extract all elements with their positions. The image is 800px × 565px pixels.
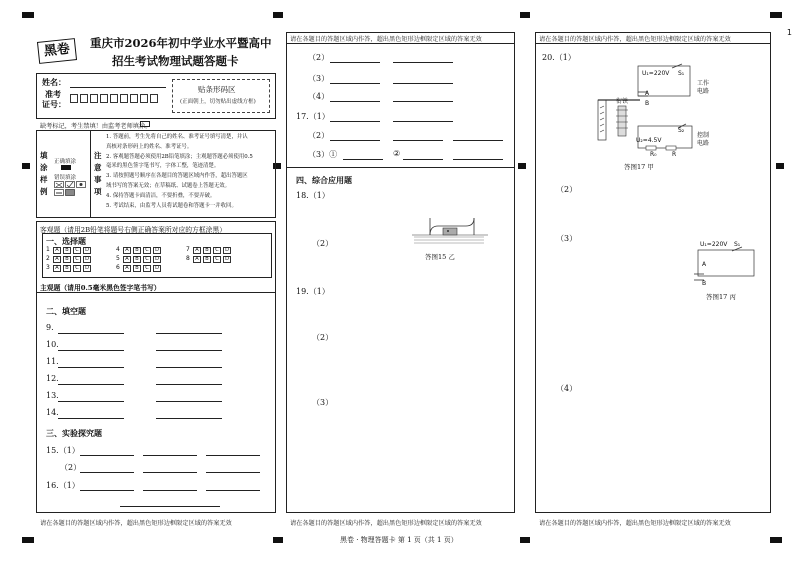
- fig17a-work: 工作 电路: [697, 80, 710, 95]
- q16-label: 16.（1）: [46, 481, 80, 490]
- fill-answer-line[interactable]: [156, 418, 222, 419]
- mc-option-box[interactable]: A: [53, 256, 61, 263]
- q16-4-answer-b[interactable]: [393, 101, 453, 102]
- section-experiment-title: 三、实验探究题: [46, 428, 102, 438]
- q15-1-answer-a[interactable]: [80, 455, 134, 456]
- mc-question-number: 4: [116, 246, 120, 253]
- q16-4-label: （4）: [308, 92, 330, 101]
- switch-circuit-icon: [690, 244, 760, 288]
- fig17a-a: A: [645, 90, 650, 97]
- fill-answer-line[interactable]: [156, 350, 222, 351]
- mc-question-number: 1: [46, 246, 50, 253]
- mc-option-box[interactable]: A: [123, 247, 131, 254]
- middle-section-rule: [286, 167, 515, 168]
- q16-1-answer-c[interactable]: [206, 490, 260, 491]
- fill-answer-line[interactable]: [58, 333, 124, 334]
- q19-2-label: （2）: [312, 333, 334, 342]
- fig17a-r0: R₀: [650, 151, 657, 158]
- page-footer: 黑卷 · 物理答题卡 第 1 页（共 1 页）: [340, 536, 458, 544]
- fill-question-number: 13.: [46, 391, 59, 400]
- exam-id-cell[interactable]: [130, 94, 138, 103]
- q16-extra-answer[interactable]: [120, 506, 220, 507]
- fill-answer-line[interactable]: [156, 367, 222, 368]
- mc-option-box[interactable]: B: [133, 256, 141, 263]
- mc-option-box[interactable]: D: [223, 256, 231, 263]
- q16-2-answer-a[interactable]: [330, 62, 380, 63]
- q17-3-answer-c[interactable]: [453, 159, 503, 160]
- section-fill-title: 二、填空题: [46, 306, 86, 316]
- exam-id-cell[interactable]: [140, 94, 148, 103]
- q15-2-answer-a[interactable]: [80, 472, 134, 473]
- timing-mark: [520, 537, 530, 543]
- absent-mark-box[interactable]: [140, 121, 150, 127]
- mc-option-box[interactable]: C: [143, 256, 151, 263]
- fill-answer-line[interactable]: [156, 384, 222, 385]
- name-label: 姓名：: [42, 77, 66, 87]
- q16-3-label: （3）: [308, 74, 330, 83]
- fig17a-ctrl: 控制 电路: [697, 132, 710, 147]
- timing-mark: [273, 537, 283, 543]
- page-title: 重庆市2026年初中学业水平暨高中: [90, 36, 272, 50]
- mc-option-box[interactable]: A: [193, 247, 201, 254]
- id-label: 准考 证号：: [42, 89, 66, 109]
- q17-1-answer-b[interactable]: [393, 121, 453, 122]
- mc-question-number: 8: [186, 255, 190, 262]
- fig17a-iron: 衔铁: [616, 98, 629, 105]
- exam-id-cell[interactable]: [120, 94, 128, 103]
- warning-middle-top: 请在各题目的答题区域内作答，超出黑色矩形边框限定区域的答案无效: [290, 36, 482, 43]
- warning-left: 请在各题目的答题区域内作答，超出黑色矩形边框限定区域的答案无效: [40, 520, 232, 527]
- fig17c-u1: U₁=220V: [700, 241, 728, 248]
- fill-answer-line[interactable]: [58, 367, 124, 368]
- q20-label: 20.（1）: [542, 53, 576, 62]
- objective-header: 客观题（请用2B铅笔将题号右侧正确答案所对应的方框涂黑）: [40, 226, 227, 234]
- q16-2-label: （2）: [308, 53, 330, 62]
- mc-option-box[interactable]: C: [73, 256, 81, 263]
- fill-wrong-label: 错误填涂: [54, 175, 77, 181]
- timing-mark: [776, 163, 784, 169]
- barcode-sub: (正面朝上，切勿贴出虚线方框): [180, 99, 256, 105]
- q17-3-label: （3）①: [308, 150, 338, 159]
- fill-correct-label: 正确填涂: [54, 159, 77, 165]
- q20-4-label: （4）: [556, 384, 578, 393]
- mc-option-box[interactable]: C: [213, 247, 221, 254]
- exam-id-cell[interactable]: [90, 94, 98, 103]
- notice-divider: [90, 130, 91, 218]
- q17-2-answer-a[interactable]: [330, 140, 380, 141]
- fill-answer-line[interactable]: [156, 401, 222, 402]
- fig17a-s2: S₂: [678, 127, 685, 134]
- timing-mark: [273, 12, 283, 18]
- fill-answer-line[interactable]: [156, 333, 222, 334]
- warning-right-bottom: 请在各题目的答题区域内作答，超出黑色矩形边框限定区域的答案无效: [539, 520, 731, 527]
- timing-mark: [22, 163, 30, 169]
- q15-1-answer-c[interactable]: [206, 455, 260, 456]
- fig17c-a: A: [702, 261, 707, 268]
- timing-mark: [770, 12, 782, 18]
- q17-label: 17.（1）: [296, 112, 330, 121]
- q16-1-answer-b[interactable]: [143, 490, 197, 491]
- mc-option-box[interactable]: D: [153, 247, 161, 254]
- timing-mark: [770, 537, 782, 543]
- mc-question-number: 2: [46, 255, 50, 262]
- q19-3-label: （3）: [312, 398, 334, 407]
- fig17a-u1: U₁=220V: [642, 70, 670, 77]
- figure-15b: [410, 213, 490, 255]
- mc-option-box[interactable]: D: [153, 256, 161, 263]
- mc-option-box[interactable]: D: [223, 247, 231, 254]
- mc-option-box[interactable]: C: [73, 247, 81, 254]
- paper-badge: 黑卷: [37, 38, 77, 64]
- mc-option-box[interactable]: A: [193, 256, 201, 263]
- fig17a-r: R: [672, 151, 677, 158]
- q17-2-label: （2）: [308, 131, 330, 140]
- mc-question-number: 5: [116, 255, 120, 262]
- mc-option-box[interactable]: B: [203, 247, 211, 254]
- q16-2-answer-b[interactable]: [393, 62, 453, 63]
- exam-id-cell[interactable]: [150, 94, 158, 103]
- mc-option-box[interactable]: D: [83, 256, 91, 263]
- q17-1-answer-a[interactable]: [330, 121, 380, 122]
- left-separator: [36, 292, 276, 293]
- beaker-figure-icon: [410, 213, 490, 253]
- timing-mark: [22, 537, 34, 543]
- q15-2-answer-b[interactable]: [143, 472, 197, 473]
- notice-label: 注 意 事 项: [94, 151, 102, 196]
- fill-wrong-samples: [54, 181, 88, 199]
- exam-id-cell[interactable]: [100, 94, 108, 103]
- fill-answer-line[interactable]: [58, 401, 124, 402]
- mc-option-box[interactable]: D: [153, 265, 161, 272]
- subjective-header: 主观题（请用0.5毫米黑色签字笔书写）: [40, 284, 161, 292]
- right-top-rule: [535, 43, 771, 44]
- fill-question-number: 11.: [46, 357, 59, 366]
- q16-3-answer-a[interactable]: [330, 83, 380, 84]
- fig17c-b: B: [702, 280, 707, 287]
- warning-right-top: 请在各题目的答题区域内作答，超出黑色矩形边框限定区域的答案无效: [539, 36, 731, 43]
- warning-middle-bottom: 请在各题目的答题区域内作答，超出黑色矩形边框限定区域的答案无效: [290, 520, 482, 527]
- timing-mark: [22, 12, 34, 18]
- mc-option-box[interactable]: A: [53, 265, 61, 272]
- fill-question-number: 14.: [46, 408, 59, 417]
- fill-question-number: 12.: [46, 374, 59, 383]
- mc-option-box[interactable]: A: [123, 265, 131, 272]
- fig17a-u2: U₂=4.5V: [636, 137, 662, 144]
- mc-option-box[interactable]: D: [83, 265, 91, 272]
- fig17a-b: B: [645, 100, 650, 107]
- mc-option-box[interactable]: B: [63, 256, 71, 263]
- mc-option-box[interactable]: A: [123, 256, 131, 263]
- fill-answer-line[interactable]: [58, 384, 124, 385]
- fill-correct-sample: [61, 165, 71, 170]
- figure-17c: [690, 244, 760, 290]
- mc-option-box[interactable]: B: [133, 265, 141, 272]
- q15-label: 15.（1）: [46, 446, 80, 455]
- fill-question-number: 9.: [46, 323, 54, 332]
- figure-17c-caption: 答图17 丙: [706, 293, 736, 301]
- page-subtitle: 招生考试物理试题答题卡: [112, 54, 239, 68]
- figure-17a: [594, 62, 724, 164]
- mc-question-number: 3: [46, 264, 50, 271]
- q15-1-answer-b[interactable]: [143, 455, 197, 456]
- mc-option-box[interactable]: B: [63, 247, 71, 254]
- mc-option-box[interactable]: B: [203, 256, 211, 263]
- wrong-fill-icons: [54, 181, 88, 197]
- mc-option-box[interactable]: C: [143, 265, 151, 272]
- q18-label: 18.（1）: [296, 191, 330, 200]
- fill-example-label: 填 涂 样 例: [40, 151, 48, 196]
- mc-option-box[interactable]: C: [213, 256, 221, 263]
- answer-region-middle: [286, 32, 515, 513]
- q17-2-answer-c[interactable]: [453, 140, 503, 141]
- timing-mark: [518, 163, 526, 169]
- page-side-number: 1: [786, 28, 792, 37]
- q19-label: 19.（1）: [296, 287, 330, 296]
- q15-2-label: （2）: [60, 463, 82, 472]
- exam-id-cell[interactable]: [110, 94, 118, 103]
- mc-option-box[interactable]: C: [73, 265, 81, 272]
- mc-option-box[interactable]: B: [133, 247, 141, 254]
- middle-top-rule: [286, 43, 515, 44]
- q16-3-answer-b[interactable]: [393, 83, 453, 84]
- exam-id-cell[interactable]: [70, 94, 78, 103]
- q17-3-label-b: ②: [393, 149, 401, 158]
- mc-question-number: 6: [116, 264, 120, 271]
- fig17a-s1: S₁: [678, 70, 685, 77]
- name-field[interactable]: [70, 87, 166, 88]
- section-comprehensive-title: 四、综合应用题: [296, 175, 352, 185]
- figure-15b-caption: 答图15 乙: [425, 253, 455, 261]
- mc-option-box[interactable]: A: [53, 247, 61, 254]
- q20-3-label: （3）: [556, 234, 578, 243]
- mc-option-box[interactable]: C: [143, 247, 151, 254]
- fill-answer-line[interactable]: [58, 418, 124, 419]
- q18-2-label: （2）: [312, 239, 334, 248]
- fill-question-number: 10.: [46, 340, 59, 349]
- q15-2-answer-c[interactable]: [206, 472, 260, 473]
- absent-note: 缺考标记，考生禁填！由监考老师填涂。: [40, 123, 152, 130]
- mc-option-box[interactable]: D: [83, 247, 91, 254]
- fill-answer-line[interactable]: [58, 350, 124, 351]
- q17-3-answer-a[interactable]: [343, 159, 383, 160]
- q17-2-answer-b[interactable]: [393, 140, 443, 141]
- q17-3-answer-b[interactable]: [403, 159, 443, 160]
- barcode-title: 贴条形码区: [198, 85, 236, 94]
- mc-question-number: 7: [186, 246, 190, 253]
- notice-items: 1. 答题前，考生先将自己的姓名、准考证号填写清楚，并认 真核对条形码上的姓名、准考证号。 2. 客观题答题必须使用2B铅笔填涂；主观题答题必须使用0.5 毫米的黑色签字笔书写，字体工整，笔迹清楚。 3. 请按照题号顺序在各题目的答题区域内作答，超出答题区 域书写的答案无效；在草稿纸、试题卷上答题无效。 4. 保持答题卡面清洁，不要折叠，不要弄破。 5. 考试结束，由监考人员将试题卷和答题卡一并收回。: [106, 134, 253, 209]
- q20-2-label: （2）: [556, 185, 578, 194]
- mc-option-box[interactable]: B: [63, 265, 71, 272]
- exam-id-cell[interactable]: [80, 94, 88, 103]
- figure-17a-caption: 答图17 甲: [624, 163, 654, 171]
- fig17c-s1: S₁: [734, 241, 741, 248]
- q16-1-answer-a[interactable]: [80, 490, 134, 491]
- timing-mark: [520, 12, 530, 18]
- section-choice-title: 一、选择题: [46, 236, 86, 246]
- q16-4-answer-a[interactable]: [330, 101, 380, 102]
